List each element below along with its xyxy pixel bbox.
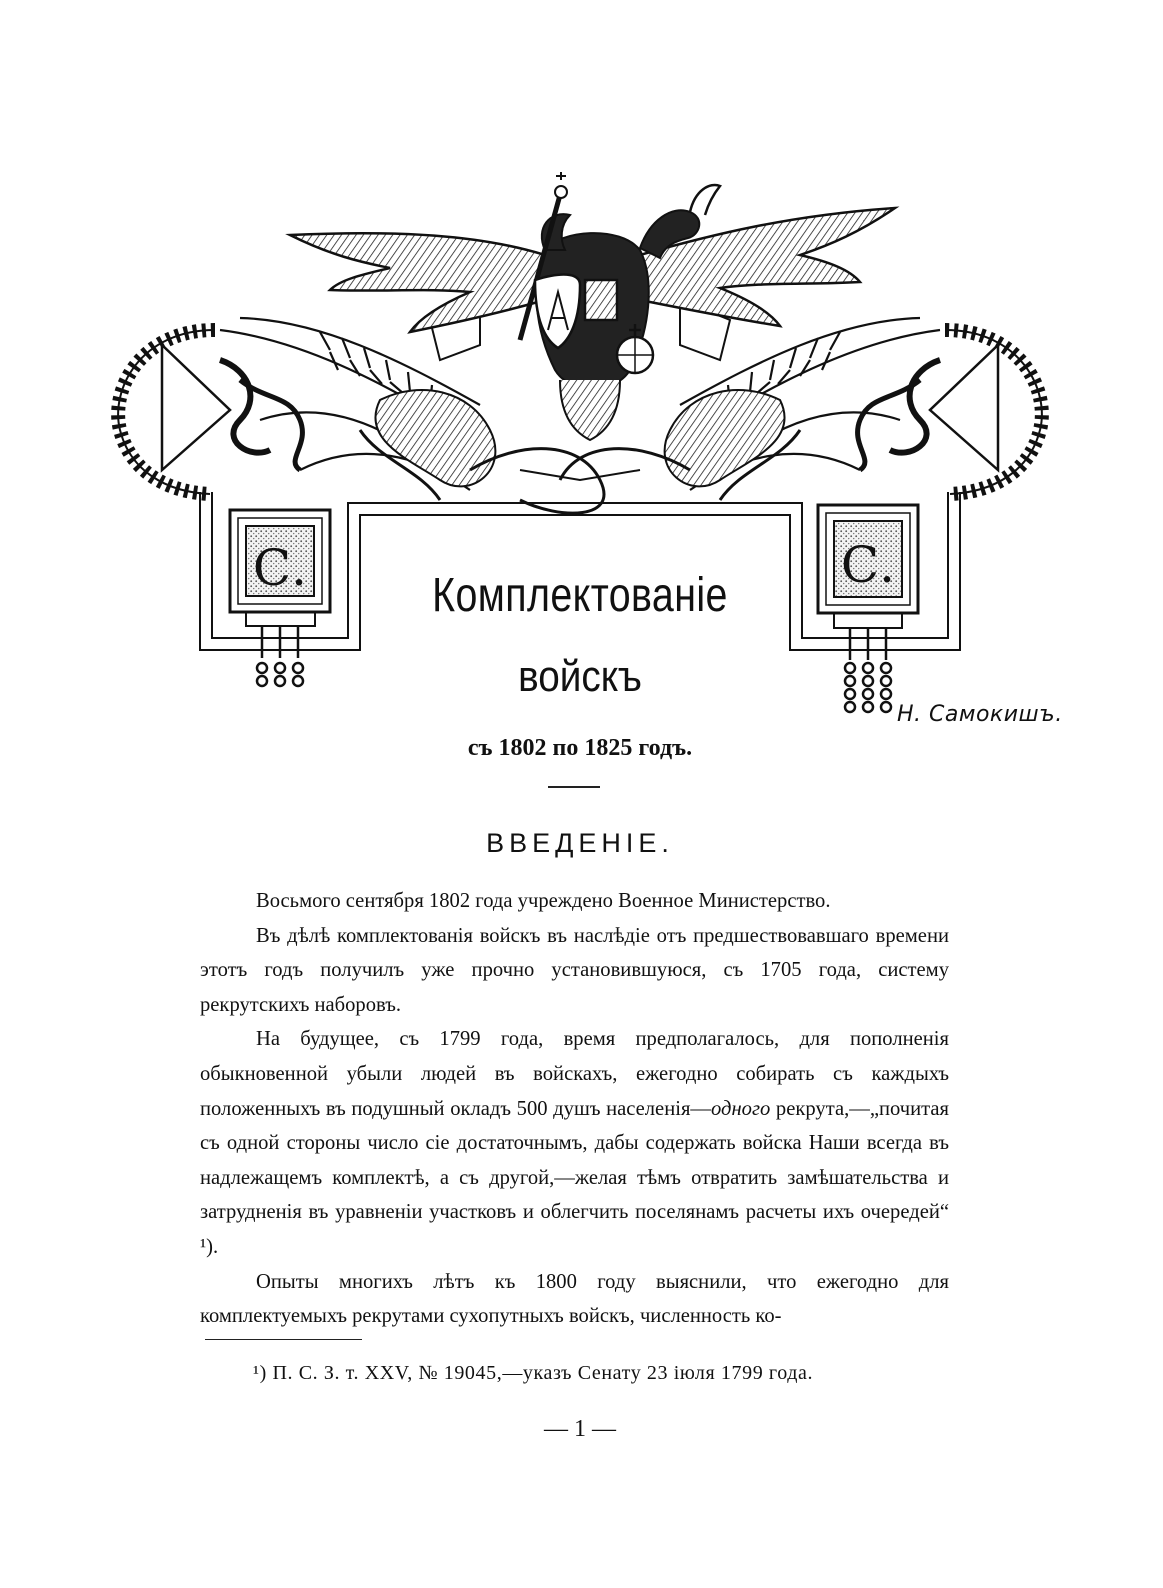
paragraph-3-emphasis: одного <box>711 1097 771 1120</box>
paragraph-3-part-a: На будущее, съ 1799 года, время предполагалось, для пополненія обыкновенной убыли людей въ войскахъ, ежегодно собирать съ каждыхъ положенныхъ въ подушный окладъ 500 душъ населенія— <box>200 1028 949 1120</box>
right-emblem-letter: С. <box>840 536 896 594</box>
paragraph-3 <box>200 1022 949 1264</box>
page-subtitle: войскъ <box>518 652 642 701</box>
artist-signature: Н. Самокишъ. <box>897 702 1063 727</box>
page-number: — 1 — <box>544 1416 616 1442</box>
paragraph-4: Опыты многихъ лѣтъ къ 1800 году выяснили, что ежегодно для комплектуемыхъ рекрутами сухопутныхъ войскъ, численность ко- <box>200 1270 949 1328</box>
left-emblem-letter: С. <box>252 539 308 597</box>
footnote: ¹) П. С. З. т. XXV, № 19045,—указъ Сенату 23 іюля 1799 года. <box>253 1362 814 1384</box>
paragraph-3-part-b: рекрута,—„почитая съ одной стороны число сіе достаточнымъ, дабы содержать войска Наши всегда въ надлежащемъ комплектѣ, а съ другой,—желая тѣмъ отвратить замѣшательства и затрудненія въ уравненіи участковъ и облегчить поселянамъ расчеты ихъ очередей“ ¹). <box>200 1097 950 1258</box>
left-emblem <box>230 510 330 686</box>
title-divider <box>548 786 600 788</box>
right-wreath <box>858 330 1042 494</box>
footnote-divider <box>205 1339 362 1340</box>
date-range: съ 1802 по 1825 годъ. <box>467 735 693 761</box>
left-wreath <box>118 330 302 494</box>
paragraph-2: Въ дѣлѣ комплектованія войскъ въ наслѣдіе отъ предшествовавшаго времени этотъ годъ получилъ уже прочно установившуюся, съ 1705 года, систему рекрутскихъ наборовъ. <box>200 924 949 1016</box>
page-title: Комплектованіе <box>432 569 728 622</box>
section-heading: ВВЕДЕНІЕ. <box>486 828 674 858</box>
body-text <box>200 884 949 1334</box>
paragraph-1: Восьмого сентября 1802 года учреждено Военное Министерство. <box>256 890 831 912</box>
